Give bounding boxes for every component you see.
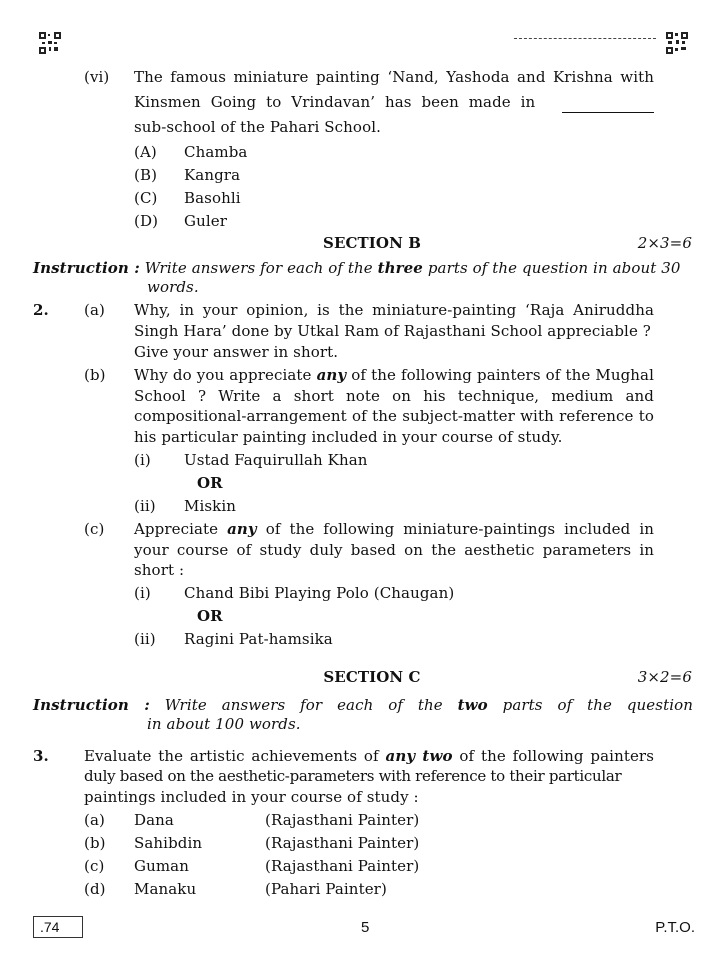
qr-code-icon [39,32,61,54]
question-text-part: Why do you appreciate [134,366,312,384]
question-text: his particular painting included in your course of study. [134,428,563,446]
question-text-part: of the following miniature-paintings included in [265,520,654,538]
painter-name: Manaku [134,880,197,898]
instruction-label: Instruction : [33,696,150,714]
question-text: Give your answer in short. [134,343,339,361]
painter-school: (Rajasthani Painter) [265,857,420,875]
question-text: Singh Hara’ done by Utkal Ram of Rajasthani School appreciable ? [134,322,651,340]
option-text: Chamba [184,143,248,161]
question-text: short : [134,561,185,579]
emphasis-any-two: any two [385,747,453,765]
sub-option: Chand Bibi Playing Polo (Chaugan) [184,584,455,602]
question-text: your course of study duly based on the aesthetic parameters in [134,541,654,559]
qr-code-icon [666,32,688,54]
or-separator: OR [197,607,223,625]
instruction-text: Write answers for each of the [144,259,373,277]
question-text-part: of the following painters of the Mughal [351,366,654,384]
instruction-emphasis: two [457,696,488,714]
paper-code: .74 [33,916,83,938]
sub-label: (ii) [134,630,156,648]
instruction-text: parts of the question in about 30 [427,259,681,277]
item-label: (a) [84,811,105,829]
emphasis-any: any [316,366,347,384]
sub-option: Miskin [184,497,237,515]
question-text [134,92,654,113]
question-number: 3. [33,747,49,765]
option-label: (C) [134,189,158,207]
answer-blank [562,100,654,113]
painter-school: (Pahari Painter) [265,880,387,898]
painter-name: Guman [134,857,189,875]
question-text: compositional-arrangement of the subject-matter with reference to [134,407,654,425]
instruction [33,258,693,279]
instruction-text: in about 100 words. [147,715,301,733]
option-label: (B) [134,166,158,184]
question-number: (vi) [84,68,110,86]
sub-label: (ii) [134,497,156,515]
or-separator: OR [197,474,223,492]
question-text-part: of the following painters [459,747,655,765]
painter-name: Sahibdin [134,834,203,852]
sub-option: Ragini Pat-hamsika [184,630,333,648]
section-title: SECTION B [323,234,421,252]
instruction-text: parts of the question [502,696,693,714]
question-text: sub-school of the Pahari School. [134,118,381,136]
painter-school: (Rajasthani Painter) [265,811,420,829]
page-number: 5 [361,919,370,936]
question-text: School ? Write a short note on his technique, medium and [134,387,654,405]
question-text [134,519,654,540]
part-label: (c) [84,520,105,538]
question-text-part: Evaluate the artistic achievements of [84,747,379,765]
instruction-label: Instruction : [33,259,140,277]
instruction-emphasis: three [377,259,423,277]
sub-option: Ustad Faquirullah Khan [184,451,368,469]
question-text: paintings included in your course of study : [84,788,419,806]
question-text: The famous miniature painting ‘Nand, Yashoda and Krishna with [134,68,654,86]
option-text: Kangra [184,166,241,184]
question-number: 2. [33,301,49,319]
painter-name: Dana [134,811,174,829]
item-label: (b) [84,834,106,852]
question-text-part: Appreciate [134,520,219,538]
question-text: duly based on the aesthetic-parameters with reference to their particular [84,767,622,785]
option-text: Basohli [184,189,241,207]
section-marks: 2×3=6 [637,234,692,252]
option-label: (A) [134,143,157,161]
question-text [134,365,654,386]
question-text-part: Kinsmen Going to Vrindavan’ has been made in [134,93,536,111]
instruction [33,695,693,716]
part-label: (a) [84,301,105,319]
option-text: Guler [184,212,227,230]
section-marks: 3×2=6 [637,668,692,686]
painter-school: (Rajasthani Painter) [265,834,420,852]
sub-label: (i) [134,451,151,469]
sub-label: (i) [134,584,151,602]
header-dash-line [514,38,656,39]
instruction-text: words. [147,278,199,296]
question-text: Why, in your opinion, is the miniature-painting ‘Raja Aniruddha [134,301,654,319]
item-label: (d) [84,880,106,898]
question-text [84,746,654,767]
instruction-text: Write answers for each of the [164,696,443,714]
pto-label: P.T.O. [655,919,695,936]
item-label: (c) [84,857,105,875]
section-title: SECTION C [323,668,421,686]
option-label: (D) [134,212,159,230]
emphasis-any: any [227,520,257,538]
part-label: (b) [84,366,106,384]
